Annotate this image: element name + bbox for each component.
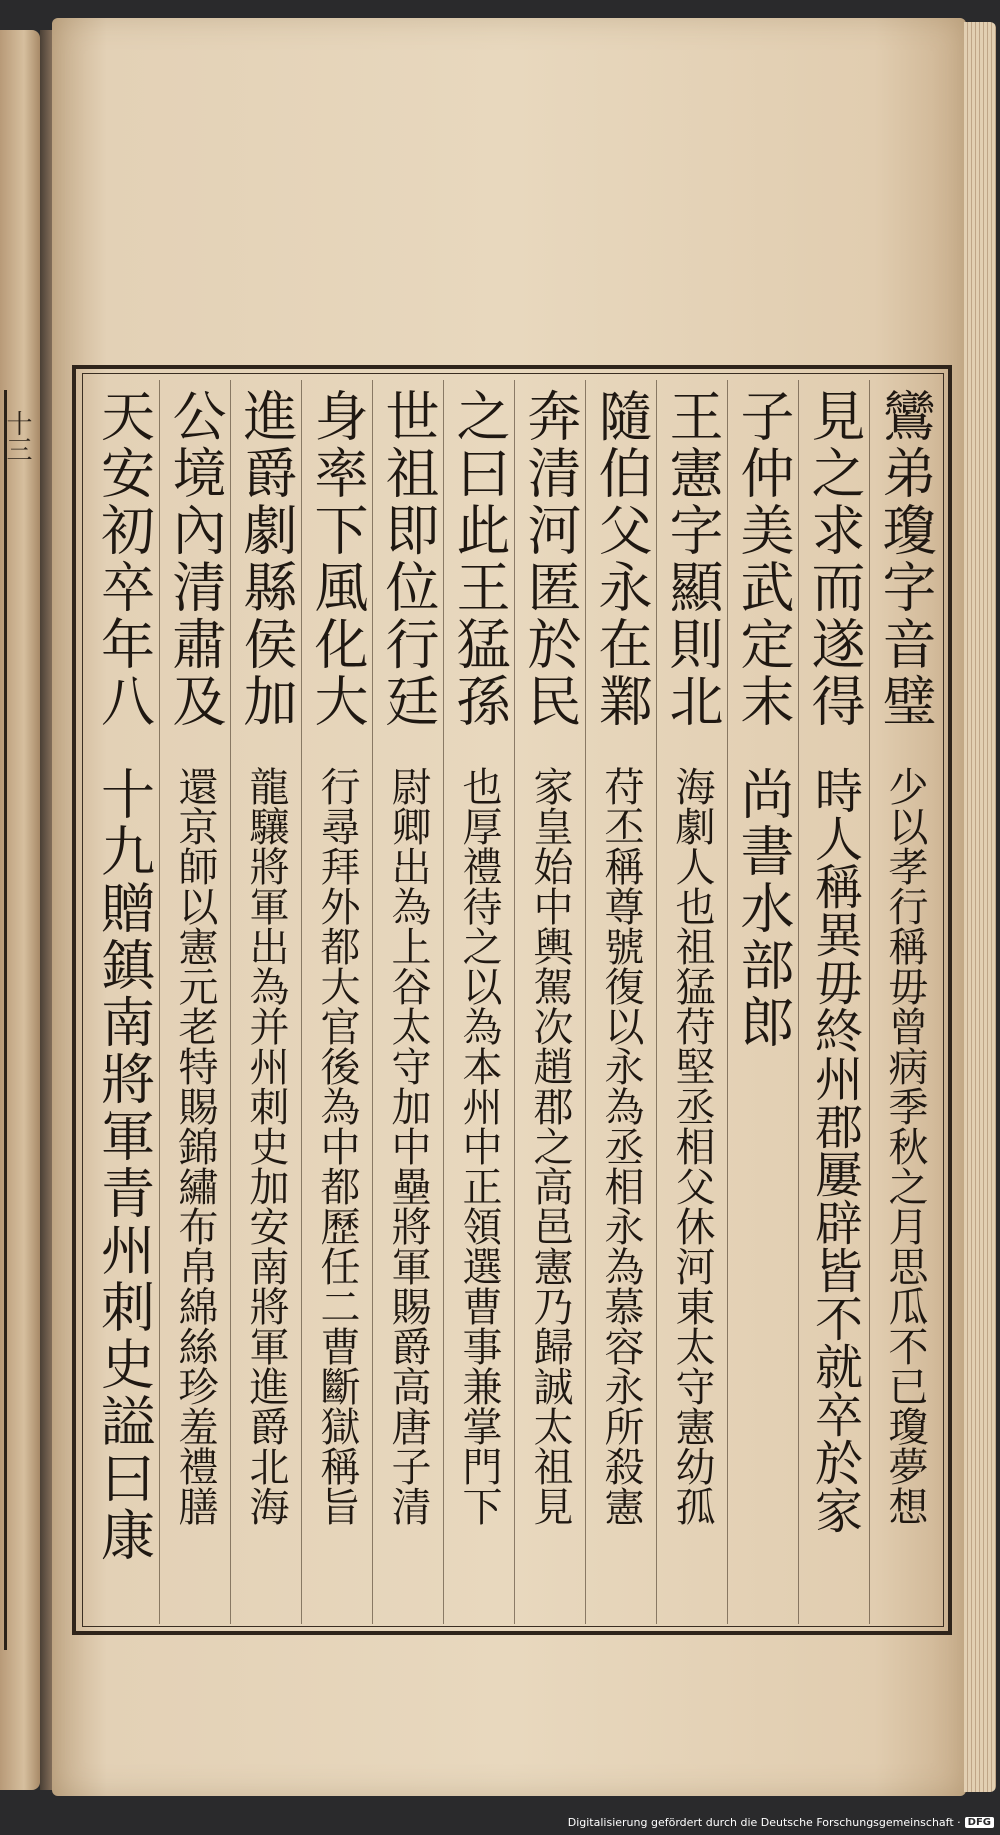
text-column [159,380,230,1624]
column-head-text: 身率下風化大 [306,388,369,730]
column-head-text: 見之求而遂得 [803,388,866,730]
text-column [798,380,869,1624]
text-column [656,380,727,1624]
page-stack-edges [964,22,996,1792]
column-body-text: 還京師以憲元老特賜錦繡布帛綿絲珍羞禮膳 [172,766,218,1526]
text-column [443,380,514,1624]
column-head-text: 王憲字顯則北 [661,388,724,730]
text-columns [86,380,940,1624]
column-body-text: 少以孝行稱毋曾病季秋之月思瓜不已瓊夢想 [882,766,928,1526]
column-head-text: 之曰此王猛孫 [448,388,511,730]
column-head-text: 公境內清肅及 [164,388,227,730]
left-page-fragment: 十三 [2,410,32,462]
column-body-text: 海劇人也祖猛苻堅丞相父休河東太守憲幼孤 [669,766,715,1526]
column-body-text: 家皇始中輿駕次趙郡之高邑憲乃歸誠太祖見 [527,766,573,1526]
column-head-text: 鸞弟瓊字音璧 [874,388,937,730]
left-page-edge [0,30,40,1790]
column-head-text: 世祖即位行廷 [377,388,440,730]
column-body-text: 行尋拜外都大官後為中都歷任二曹斷獄稱旨 [314,766,360,1526]
left-page-rule [4,390,7,1650]
column-body-text: 尉卿出為上谷太守加中壘將軍賜爵高唐子清 [385,766,431,1526]
text-column [585,380,656,1624]
column-body-text: 尚書水部郎 [732,766,795,1051]
column-body-text: 也厚禮待之以為本州中正領選曹事兼掌門下 [456,766,502,1526]
text-column [514,380,585,1624]
digitization-footer [568,1816,994,1829]
column-head-text: 奔清河匿於民 [519,388,582,730]
text-column [869,380,940,1624]
text-column [727,380,798,1624]
column-body-text: 苻丕稱尊號復以永為丞相永為慕容永所殺憲 [598,766,644,1526]
column-body-text: 時人稱異毋終州郡屢辟皆不就卒於家 [806,766,863,1534]
column-head-text: 天安初卒年八 [92,388,156,730]
text-column [88,380,159,1624]
dfg-logo: DFG [965,1817,994,1828]
column-head-text: 子仲美武定末 [732,388,795,730]
column-head-text: 進爵劇縣侯加 [235,388,298,730]
text-column [230,380,301,1624]
footer-credit: Digitalisierung gefördert durch die Deutsche Forschungsgemeinschaft · [567,1816,961,1829]
column-body-text: 龍驤將軍出為并州刺史加安南將軍進爵北海 [243,766,289,1526]
column-body-text: 十九贈鎮南將軍青州刺史謚曰康 [92,766,156,1564]
text-column [301,380,372,1624]
text-column [372,380,443,1624]
column-head-text: 隨伯父永在鄴 [590,388,653,730]
